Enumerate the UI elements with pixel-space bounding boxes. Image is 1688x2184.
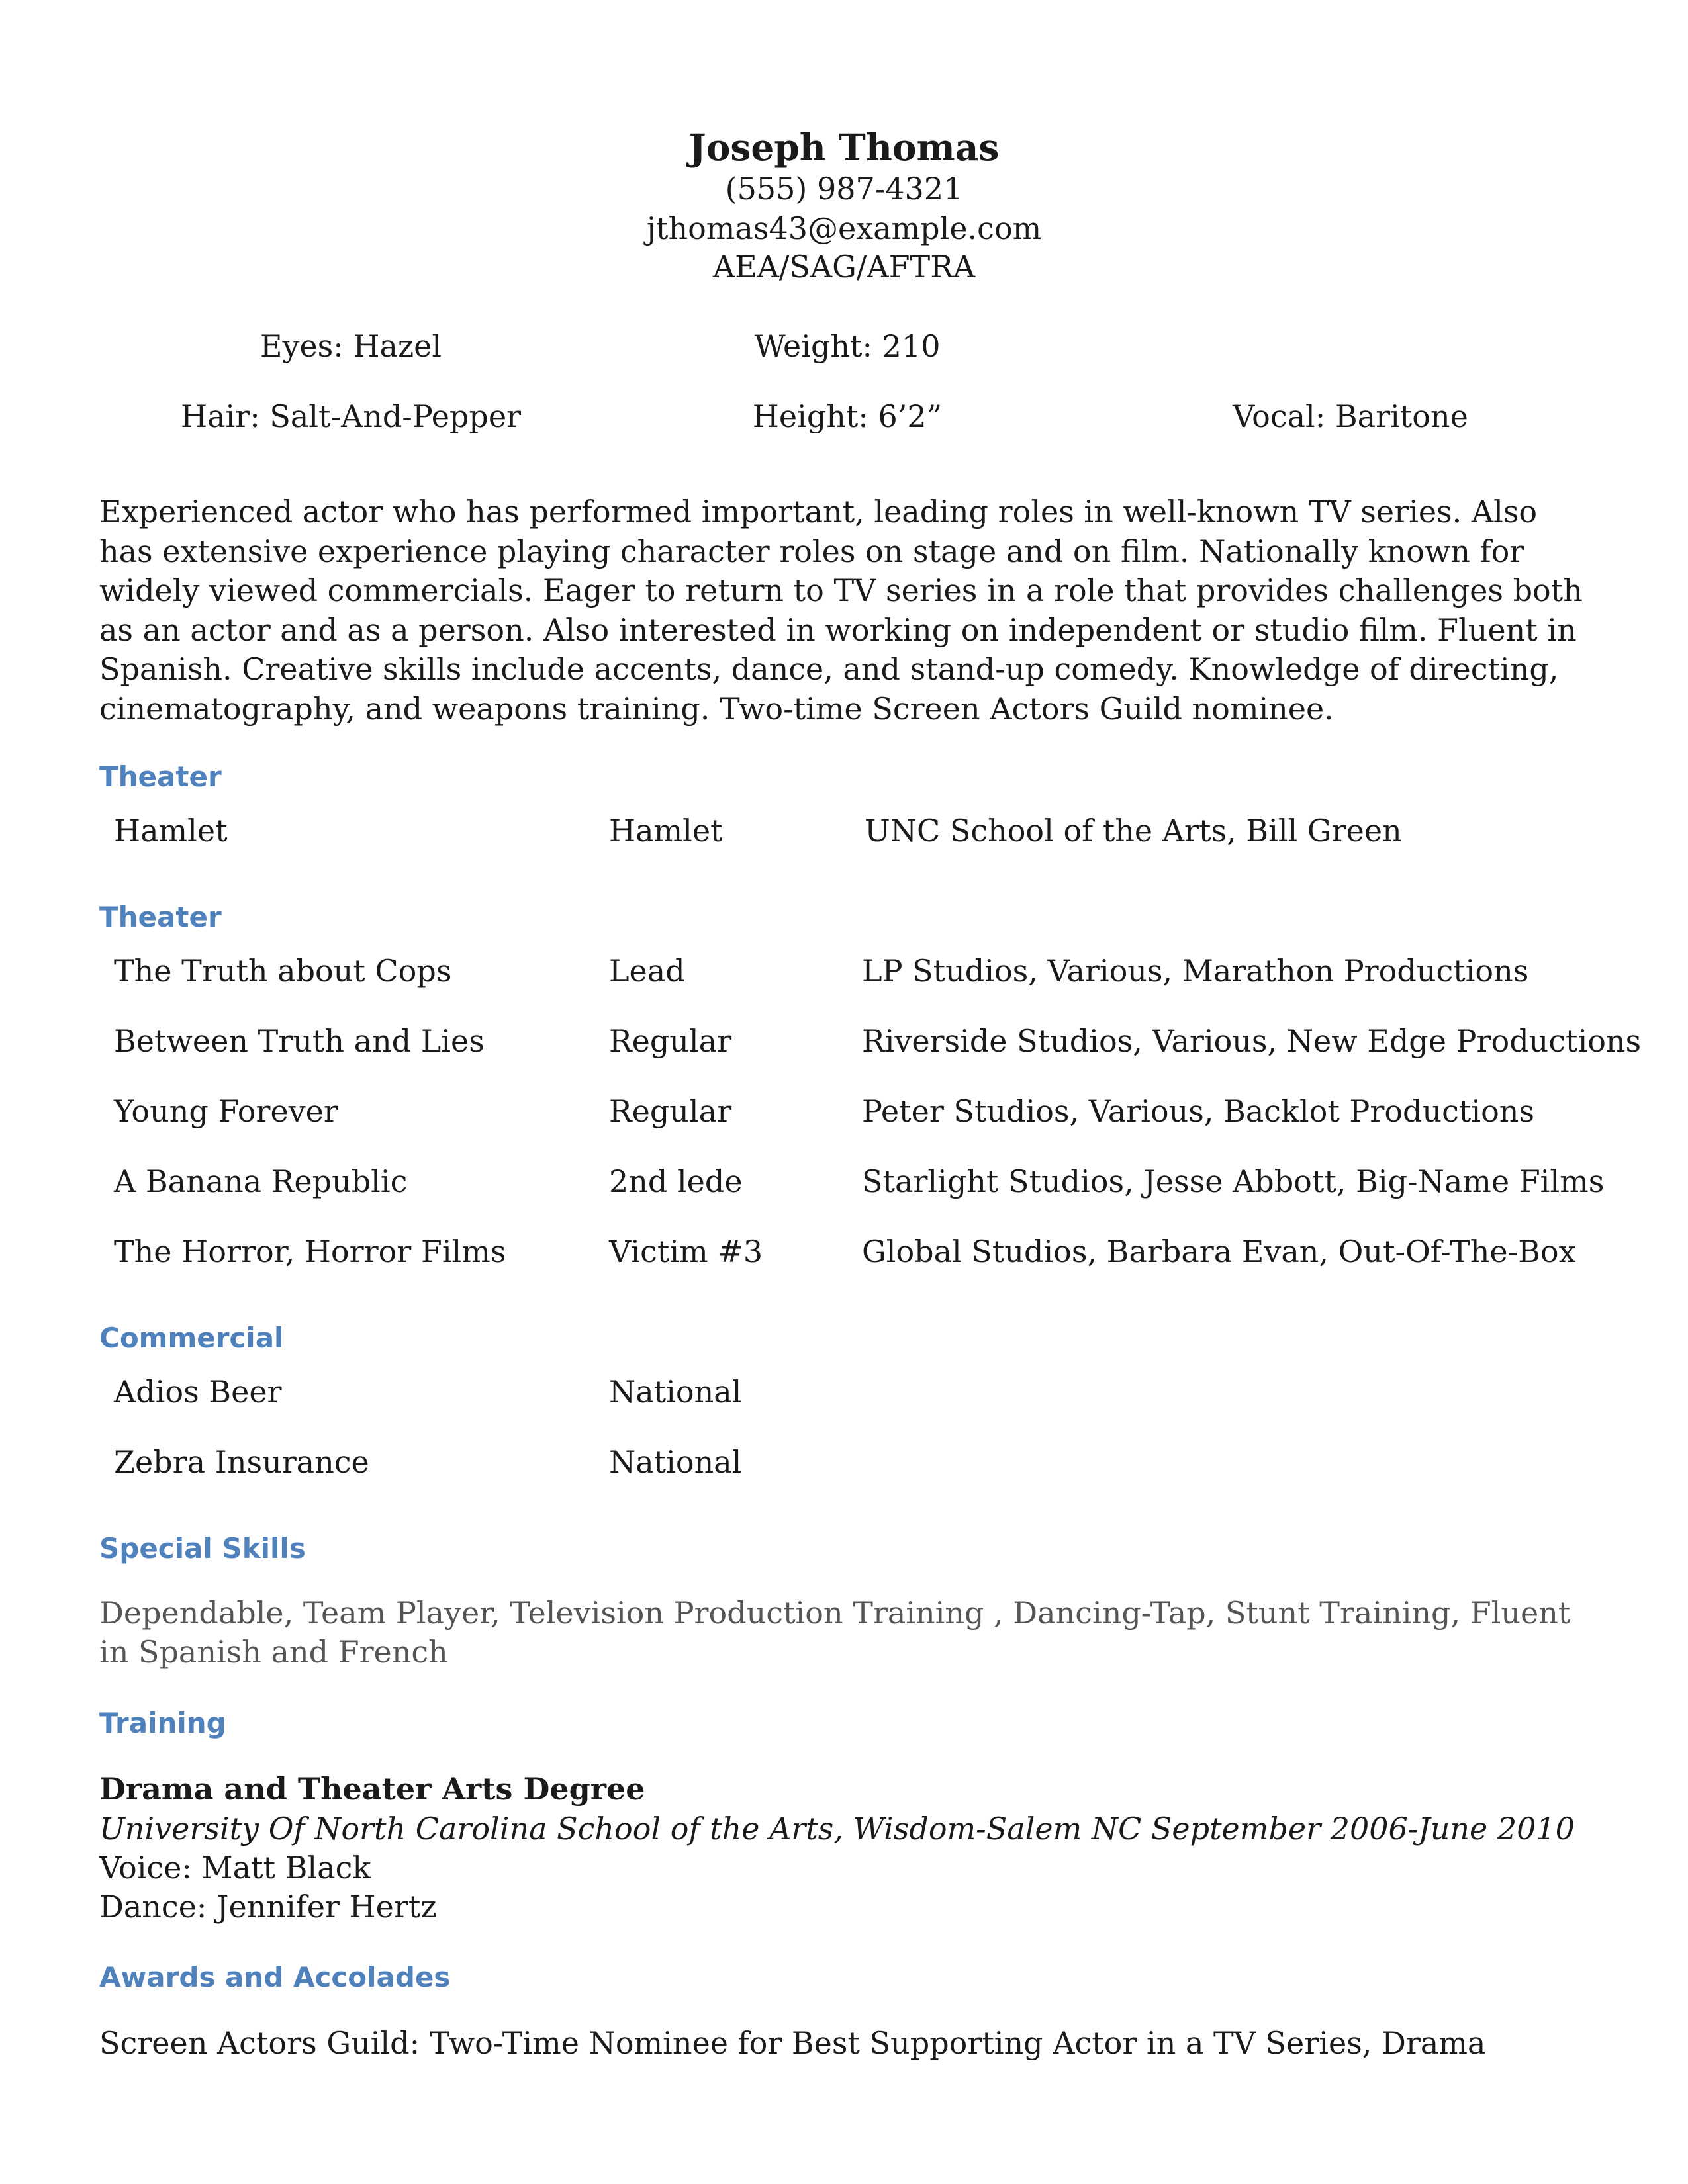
training-school: University Of North Carolina School of the Arts, Wisdom-Salem NC September 2006-June 2010 (99, 1811, 1575, 1846)
attr-eyes: Eyes: Hazel (259, 328, 442, 364)
section-heading-theater: Theater (99, 760, 222, 793)
credit-role: Regular (609, 1093, 732, 1129)
section-heading-training: Training (99, 1707, 226, 1739)
section-heading-commercial: Commercial (99, 1322, 284, 1354)
credit-role: Victim #3 (609, 1234, 763, 1269)
credit-title: Hamlet (114, 813, 228, 848)
union-affiliations: AEA/SAG/AFTRA (712, 249, 976, 285)
credit-venue: Global Studios, Barbara Evan, Out-Of-The-Box (862, 1234, 1576, 1269)
actor-name: Joseph Thomas (688, 126, 1000, 169)
credit-title: Adios Beer (114, 1374, 282, 1410)
attr-weight: Weight: 210 (754, 328, 941, 364)
credit-role: Lead (609, 953, 685, 989)
credit-venue: Starlight Studios, Jesse Abbott, Big-Name Films (862, 1163, 1605, 1199)
credit-title: The Truth about Cops (114, 953, 452, 989)
training-dance: Dance: Jennifer Hertz (99, 1889, 437, 1925)
attr-hair: Hair: Salt-And-Pepper (180, 398, 522, 434)
credit-title: The Horror, Horror Films (114, 1234, 506, 1269)
credit-title: Young Forever (114, 1093, 338, 1129)
credit-title: Between Truth and Lies (114, 1023, 485, 1059)
credit-venue: UNC School of the Arts, Bill Green (865, 813, 1402, 848)
phone-number: (555) 987-4321 (725, 171, 963, 206)
section-heading-special-skills: Special Skills (99, 1532, 306, 1565)
credit-role: Regular (609, 1023, 732, 1059)
special-skills-text: Dependable, Team Player, Television Production Training , Dancing-Tap, Stunt Training, Fluent in Spanish and French (99, 1595, 1571, 1670)
credit-venue: Peter Studios, Various, Backlot Productions (862, 1093, 1535, 1129)
credit-venue: LP Studios, Various, Marathon Productions (862, 953, 1529, 989)
credit-role: National (609, 1444, 742, 1480)
attr-height: Height: 6’2” (752, 398, 943, 434)
attr-vocal: Vocal: Baritone (1233, 398, 1468, 434)
credit-title: A Banana Republic (114, 1163, 408, 1199)
credit-role: National (609, 1374, 742, 1410)
training-degree: Drama and Theater Arts Degree (99, 1771, 645, 1807)
section-heading-awards: Awards and Accolades (99, 1961, 451, 1993)
awards-text: Screen Actors Guild: Two-Time Nominee for Best Supporting Actor in a TV Series, Drama (99, 2025, 1486, 2061)
credit-role: 2nd lede (609, 1163, 743, 1199)
credit-venue: Riverside Studios, Various, New Edge Productions (862, 1023, 1642, 1059)
section-heading-theater-2: Theater (99, 901, 222, 933)
credit-role: Hamlet (609, 813, 723, 848)
email-address: jthomas43@example.com (646, 210, 1042, 246)
credit-title: Zebra Insurance (114, 1444, 369, 1480)
training-voice: Voice: Matt Black (99, 1850, 371, 1886)
summary-paragraph: Experienced actor who has performed important, leading roles in well-known TV series. Also has extensive experience playing character roles on stage and on film. Nationally known for widely viewed commercials. Eager to return to TV series in a role that provides challenges both as an actor and as a person. Also interested in working on independent or studio film. Fluent in Spanish. Creative skills include accents, dance, and stand-up comedy. Knowledge of directing, cinematography, and weapons training. Two-time Screen Actors Guild nominee. (99, 494, 1583, 727)
